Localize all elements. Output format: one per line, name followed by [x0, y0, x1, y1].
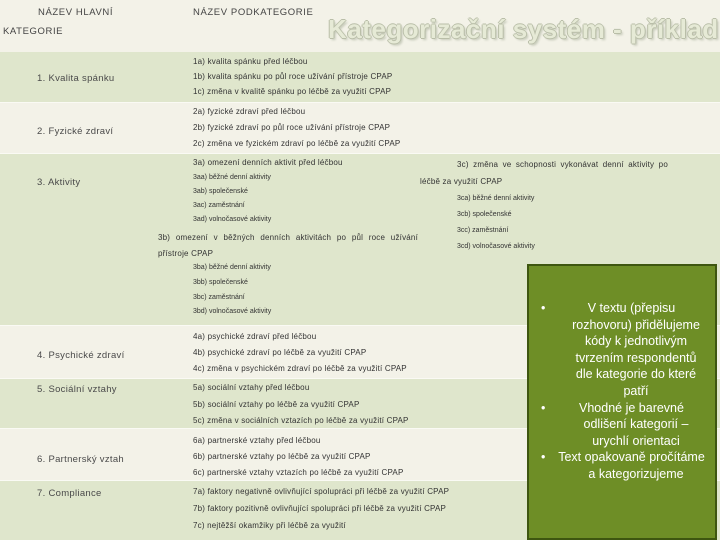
subcategory-item-3c-cont: léčbě za využití CPAP — [420, 177, 503, 186]
subcategory-item: 5a) sociální vztahy před léčbou — [193, 383, 310, 392]
subcategory-item: 4b) psychické zdraví po léčbě za využití CPAP — [193, 348, 367, 357]
bullet-icon: • — [541, 301, 546, 315]
subcategory-item: 1a) kvalita spánku před léčbou — [193, 57, 308, 66]
subitem: 3cd) volnočasové aktivity — [457, 243, 535, 250]
subitem: 3ca) běžné denní aktivity — [457, 195, 535, 202]
subitem: 3aa) běžné denní aktivity — [193, 174, 271, 181]
page-title: Kategorizační systém - příklad — [328, 14, 719, 44]
subcategory-item: 5b) sociální vztahy po léčbě za využití CPAP — [193, 400, 360, 409]
separator — [0, 102, 720, 103]
column-header-main: NÁZEV HLAVNÍ — [38, 7, 114, 18]
note-item: • Vhodné je barevné odlišení kategorií – urychlí orientaci — [541, 400, 689, 448]
subitem: 3bc) zaměstnání — [193, 294, 245, 301]
subcategory-item: 2a) fyzické zdraví před léčbou — [193, 107, 306, 116]
note-box — [527, 264, 717, 540]
note-item: • V textu (přepisu rozhovoru) přidělujeme kódy k jednotlivým tvrzením respondentů dle kategorie do které patří — [541, 301, 700, 398]
bullet-icon: • — [541, 450, 546, 465]
bullet-icon: • — [541, 400, 546, 415]
subcategory-item: 6b) partnerské vztahy po léčbě za využití CPAP — [193, 452, 371, 461]
subitem: 3ac) zaměstnání — [193, 202, 245, 209]
subcategory-item: 4c) změna v psychickém zdraví po léčbě za využití CPAP — [193, 364, 407, 373]
column-header-sub: NÁZEV PODKATEGORIE — [193, 7, 314, 18]
subcategory-item: 7b) faktory pozitivně ovlivňující spolupráci při léčbě za využití CPAP — [193, 504, 447, 513]
subcategory-item: 4a) psychické zdraví před léčbou — [193, 332, 317, 341]
subcategory-item: 7a) faktory negativně ovlivňující spolupráci při léčbě za využití CPAP — [193, 487, 450, 496]
subcategory-item: 2b) fyzické zdraví po půl roce užívání přístroje CPAP — [193, 123, 391, 132]
subcategory-item-3b: 3b) omezení v běžných denních aktivitách po půl roce užívání přístroje CPAP — [158, 233, 418, 258]
subcategory-item: 1c) změna v kvalitě spánku po léčbě za využití CPAP — [193, 87, 392, 96]
subcategory-item: 2c) změna ve fyzickém zdraví po léčbě za využití CPAP — [193, 139, 401, 148]
category-label: 6. Partnerský vztah — [37, 454, 125, 465]
column-header-main-2: KATEGORIE — [3, 26, 64, 37]
category-label: 7. Compliance — [37, 488, 102, 499]
subcategory-item: 5c) změna v sociálních vztazích po léčbě za využití CPAP — [193, 416, 409, 425]
category-label: 4. Psychické zdraví — [37, 350, 125, 361]
subitem: 3ba) běžné denní aktivity — [193, 264, 271, 271]
separator — [0, 153, 720, 154]
subitem: 3ab) společenské — [193, 188, 248, 195]
category-label: 1. Kvalita spánku — [37, 73, 115, 84]
subcategory-item: 1b) kvalita spánku po půl roce užívání přístroje CPAP — [193, 72, 393, 81]
category-label: 2. Fyzické zdraví — [37, 126, 114, 137]
subitem: 3bd) volnočasové aktivity — [193, 308, 272, 315]
subcategory-item-3c: 3c) změna ve schopnosti vykonávat denní aktivity po — [457, 160, 668, 169]
subcategory-item: 6c) partnerské vztahy vztazích po léčbě za využití CPAP — [193, 468, 404, 477]
category-label: 5. Sociální vztahy — [37, 384, 117, 395]
subcategory-item: 6a) partnerské vztahy před léčbou — [193, 436, 321, 445]
note-item: • Text opakovaně pročítáme a kategorizujeme — [541, 450, 705, 481]
category-label: 3. Aktivity — [37, 177, 81, 188]
subcategory-item: 3a) omezení denních aktivit před léčbou — [193, 158, 343, 167]
subitem: 3cb) společenské — [457, 211, 512, 218]
subitem: 3cc) zaměstnání — [457, 227, 509, 234]
subitem: 3bb) společenské — [193, 279, 248, 286]
subcategory-item: 7c) nejtěžší okamžiky při léčbě za využití — [193, 521, 346, 530]
subitem: 3ad) volnočasové aktivity — [193, 216, 272, 223]
